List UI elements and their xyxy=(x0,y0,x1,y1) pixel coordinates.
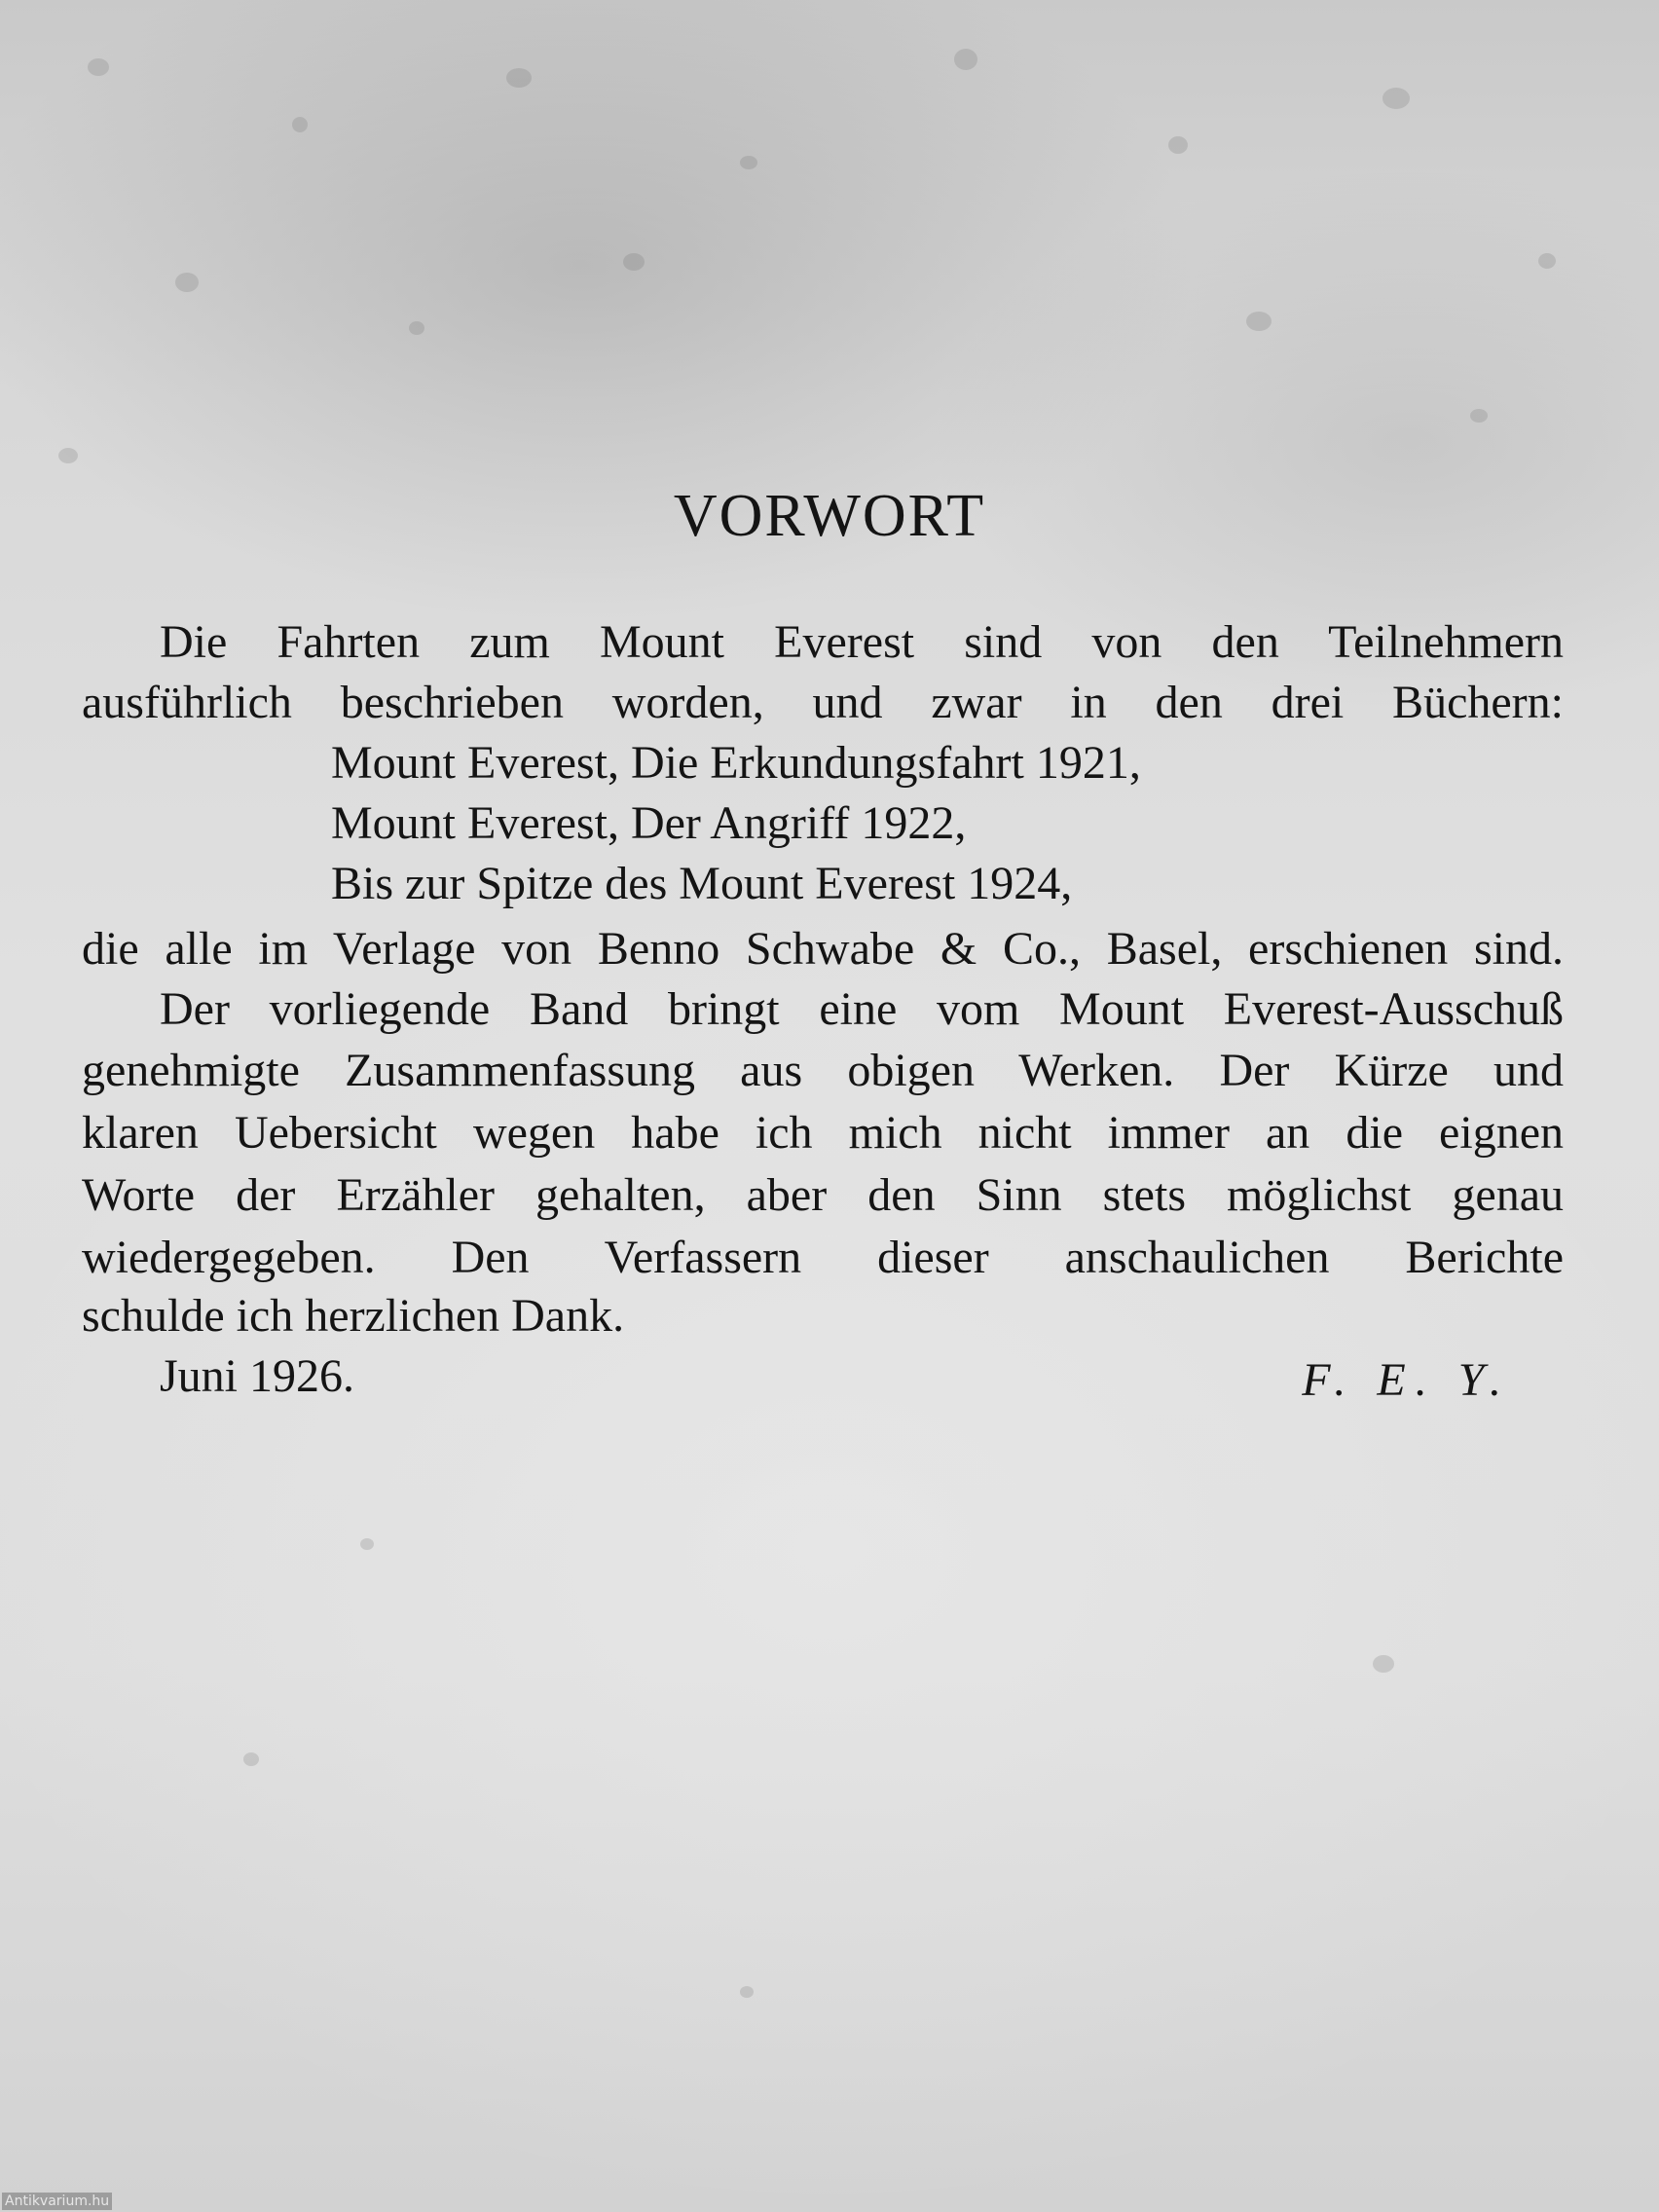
foxing-speck xyxy=(1382,88,1410,109)
book-title-line: Bis zur Spitze des Mount Everest 1924, xyxy=(331,858,1073,909)
foxing-speck xyxy=(409,321,424,335)
watermark: Antikvarium.hu xyxy=(2,2193,112,2210)
page-title: VORWORT xyxy=(673,483,986,549)
text-line: Der vorliegende Band bringt eine vom Mount Everest-Ausschuß xyxy=(160,983,1564,1035)
foxing-speck xyxy=(623,253,645,271)
text-line: Die Fahrten zum Mount Everest sind von den Teilnehmern xyxy=(160,616,1564,668)
text-line: ausführlich beschrieben worden, und zwar in den drei Büchern: xyxy=(82,677,1564,728)
foxing-speck xyxy=(175,273,199,292)
foxing-speck xyxy=(1168,136,1188,154)
text-line: die alle im Verlage von Benno Schwabe & Co., Basel, erschienen sind. xyxy=(82,923,1564,975)
foxing-speck xyxy=(243,1752,259,1766)
foxing-speck xyxy=(292,117,308,132)
text-line: klaren Uebersicht wegen habe ich mich nicht immer an die eignen xyxy=(82,1107,1564,1159)
foxing-speck xyxy=(1373,1655,1394,1673)
date-line: Juni 1926. xyxy=(160,1350,355,1402)
text-line: Worte der Erzähler gehalten, aber den Sinn stets möglichst genau xyxy=(82,1169,1564,1221)
book-title-line: Mount Everest, Der Angriff 1922, xyxy=(331,797,967,849)
foxing-speck xyxy=(740,1986,754,1998)
foxing-speck xyxy=(954,49,977,70)
text-line: genehmigte Zusammenfassung aus obigen Werken. Der Kürze und xyxy=(82,1045,1564,1096)
foxing-speck xyxy=(58,448,78,463)
foxing-speck xyxy=(1538,253,1556,269)
foxing-speck xyxy=(360,1538,374,1550)
text-line: wiedergegeben. Den Verfassern dieser anschaulichen Berichte xyxy=(82,1232,1564,1283)
foxing-speck xyxy=(88,58,109,76)
foxing-speck xyxy=(506,68,532,88)
book-title-line: Mount Everest, Die Erkundungsfahrt 1921, xyxy=(331,737,1141,789)
foxing-speck xyxy=(1470,409,1488,423)
foxing-speck xyxy=(740,156,757,169)
foxing-speck xyxy=(1246,312,1272,331)
text-line: schulde ich herzlichen Dank. xyxy=(82,1290,625,1342)
author-initials: F. E. Y. xyxy=(1302,1354,1511,1406)
